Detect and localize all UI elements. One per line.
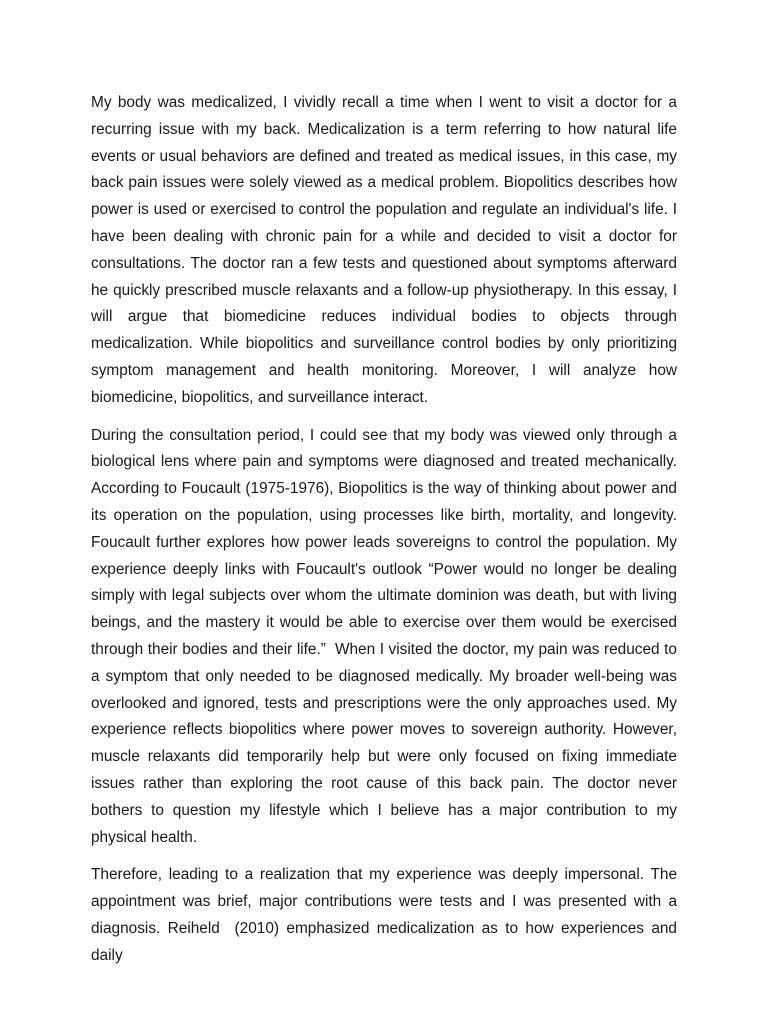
paragraph-1: My body was medicalized, I vividly recall a time when I went to visit a doctor for a recurring issue with my back. Medicalization is a term referring to how natural life events or usual behaviors are defined and treated as medical issues, in this case, my back pain issues were solely viewed as a medical problem. Biopolitics describes how power is used or exercised to control the population and regulate an individual's life. I have been dealing with chronic pain for a while and decided to visit a doctor for consultations. The doctor ran a few tests and questioned about symptoms afterward he quickly prescribed muscle relaxants and a follow-up physiotherapy. In this essay, I will argue that biomedicine reduces individual bodies to objects through medicalization. While biopolitics and surveillance control bodies by only prioritizing symptom management and health monitoring. Moreover, I will analyze how biomedicine, biopolitics, and surveillance interact. — [91, 94, 682, 406]
paragraph-3: Therefore, leading to a realization that my experience was deeply impersonal. The appointment was brief, major contributions were tests and I was presented with a diagnosis. Reiheld (2010) emphasized medicalization as to how experiences and daily — [91, 866, 682, 964]
paragraph-2: During the consultation period, I could see that my body was viewed only through a biological lens where pain and symptoms were diagnosed and treated mechanically. According to Foucault (1975-1976), Biopolitics is the way of thinking about power and its operation on the population, using processes like birth, mortality, and longevity. Foucault further explores how power leads sovereigns to control the population. My experience deeply links with Foucault's outlook “Power would no longer be dealing simply with legal subjects over whom the ultimate dominion was death, but with living beings, and the mastery it would be able to exercise over them would be exercised through their bodies and their life.” When I visited the doctor, my pain was reduced to a symptom that only needed to be diagnosed medically. My broader well-being was overlooked and ignored, tests and prescriptions were the only approaches used. My experience reflects biopolitics where power moves to sovereign authority. However, muscle relaxants did temporarily help but were only focused on fixing immediate issues rather than exploring the root cause of this back pain. The doctor never bothers to question my lifestyle which I believe has a major contribution to my physical health. — [91, 426, 682, 846]
essay-body — [91, 90, 682, 981]
